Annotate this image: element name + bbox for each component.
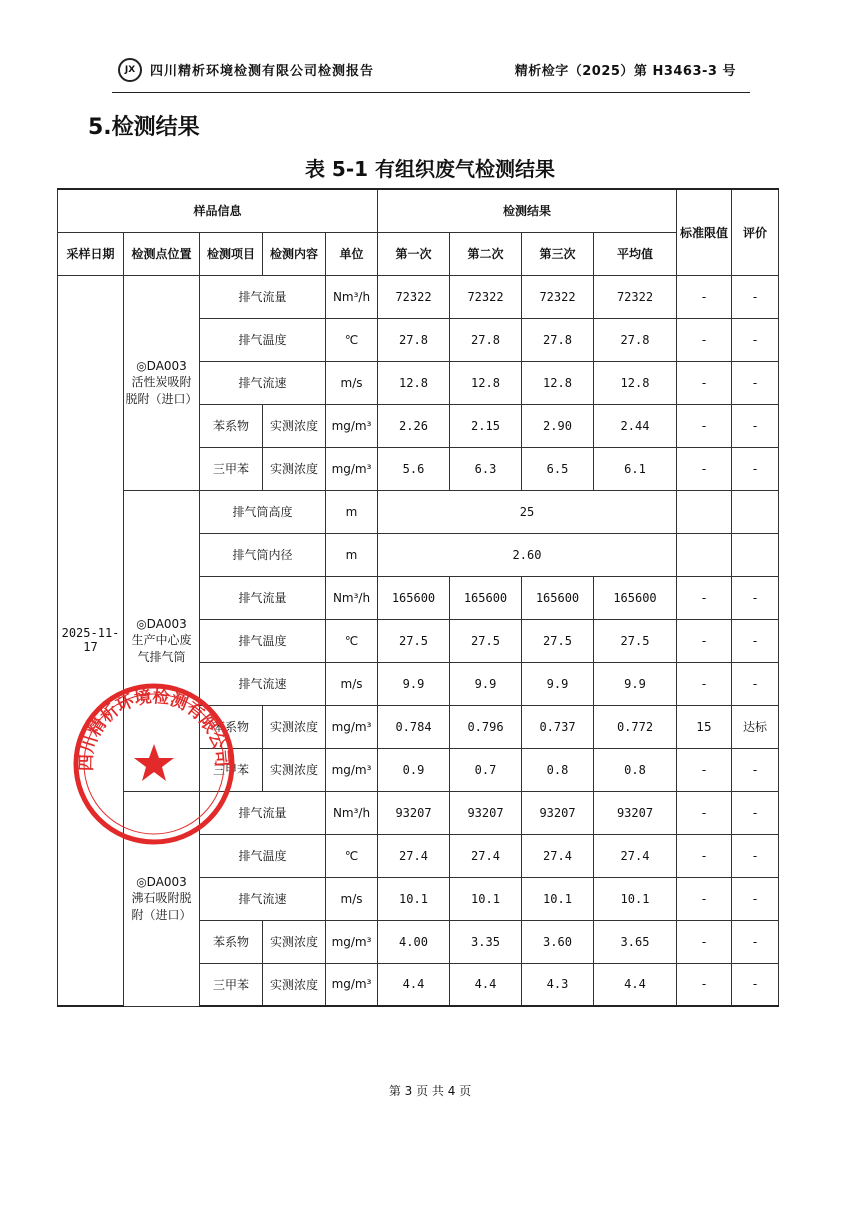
unit-cell: m [326, 490, 378, 533]
value-r2: 72322 [450, 275, 522, 318]
eval-cell: - [732, 662, 779, 705]
item-cell: 排气流速 [200, 877, 326, 920]
eval-cell: - [732, 834, 779, 877]
value-r1: 0.9 [378, 748, 450, 791]
value-avg: 4.4 [594, 963, 677, 1006]
eval-cell [732, 490, 779, 533]
table-header-row [58, 189, 779, 232]
value-r1: 12.8 [378, 361, 450, 404]
limit-cell: - [677, 361, 732, 404]
limit-cell [677, 490, 732, 533]
value-avg: 0.772 [594, 705, 677, 748]
eval-cell: - [732, 619, 779, 662]
value-avg: 12.8 [594, 361, 677, 404]
unit-cell: m/s [326, 662, 378, 705]
unit-cell: ℃ [326, 619, 378, 662]
company-name: 四川精析环境检测有限公司检测报告 [150, 64, 375, 79]
header-date: 采样日期 [58, 232, 124, 275]
eval-cell: - [732, 791, 779, 834]
item-cell: 三甲苯 [200, 748, 263, 791]
header-eval: 评价 [732, 189, 779, 275]
section-title: 5.检测结果 [88, 115, 200, 140]
value-r3: 2.90 [522, 404, 594, 447]
unit-cell: Nm³/h [326, 576, 378, 619]
value-r2: 27.5 [450, 619, 522, 662]
header-content: 检测内容 [263, 232, 326, 275]
limit-cell: - [677, 920, 732, 963]
value-avg: 27.5 [594, 619, 677, 662]
limit-cell: - [677, 662, 732, 705]
unit-cell: m/s [326, 361, 378, 404]
value-r2: 0.7 [450, 748, 522, 791]
value-r3: 93207 [522, 791, 594, 834]
value-r1: 93207 [378, 791, 450, 834]
report-number: 精析检字（2025）第 H3463-3 号 [514, 64, 736, 79]
content-cell: 实测浓度 [263, 705, 326, 748]
unit-cell: Nm³/h [326, 275, 378, 318]
header-limit: 标准限值 [677, 189, 732, 275]
content-cell: 实测浓度 [263, 920, 326, 963]
table-header-row [58, 232, 779, 275]
page-footer: 第 3 页 共 4 页 [388, 1084, 472, 1098]
item-cell: 排气温度 [200, 834, 326, 877]
value-r1: 4.4 [378, 963, 450, 1006]
value-avg: 93207 [594, 791, 677, 834]
item-cell: 三甲苯 [200, 447, 263, 490]
company-seal [70, 680, 238, 848]
value-r3: 3.60 [522, 920, 594, 963]
limit-cell: - [677, 791, 732, 834]
unit-cell: mg/m³ [326, 963, 378, 1006]
header-r1: 第一次 [378, 232, 450, 275]
item-cell: 排气温度 [200, 318, 326, 361]
value-r2: 4.4 [450, 963, 522, 1006]
value-r3: 6.5 [522, 447, 594, 490]
value-r2: 3.35 [450, 920, 522, 963]
seal-text: 四川精析环境检测有限公司 [76, 686, 232, 772]
header-unit: 单位 [326, 232, 378, 275]
value-r3: 27.8 [522, 318, 594, 361]
limit-cell: - [677, 404, 732, 447]
value-r1: 27.5 [378, 619, 450, 662]
results-table [57, 188, 779, 1007]
point-cell: ◎DA003 活性炭吸附 脱附（进口） [124, 275, 200, 490]
value-r2: 9.9 [450, 662, 522, 705]
value-r3: 165600 [522, 576, 594, 619]
item-cell: 排气流速 [200, 361, 326, 404]
eval-cell: - [732, 447, 779, 490]
unit-cell: Nm³/h [326, 791, 378, 834]
value-r3: 0.737 [522, 705, 594, 748]
header-results: 检测结果 [378, 189, 677, 232]
value-r1: 27.4 [378, 834, 450, 877]
table-title: 表 5-1 有组织废气检测结果 [304, 157, 556, 181]
value-r3: 0.8 [522, 748, 594, 791]
eval-cell: - [732, 576, 779, 619]
item-cell: 排气筒内径 [200, 533, 326, 576]
header-sample-info: 样品信息 [58, 189, 378, 232]
limit-cell: - [677, 877, 732, 920]
value-r3: 10.1 [522, 877, 594, 920]
merged-value-cell: 25 [378, 490, 677, 533]
value-avg: 9.9 [594, 662, 677, 705]
eval-cell: - [732, 877, 779, 920]
limit-cell: - [677, 834, 732, 877]
header-r2: 第二次 [450, 232, 522, 275]
unit-cell: m [326, 533, 378, 576]
eval-cell: - [732, 318, 779, 361]
eval-cell: 达标 [732, 705, 779, 748]
eval-cell: - [732, 361, 779, 404]
value-r2: 2.15 [450, 404, 522, 447]
item-cell: 排气流量 [200, 275, 326, 318]
table-row [58, 275, 779, 318]
content-cell: 实测浓度 [263, 963, 326, 1006]
value-avg: 2.44 [594, 404, 677, 447]
value-r2: 12.8 [450, 361, 522, 404]
value-r1: 4.00 [378, 920, 450, 963]
limit-cell: - [677, 963, 732, 1006]
value-avg: 72322 [594, 275, 677, 318]
value-avg: 0.8 [594, 748, 677, 791]
value-r2: 10.1 [450, 877, 522, 920]
unit-cell: ℃ [326, 834, 378, 877]
item-cell: 排气筒高度 [200, 490, 326, 533]
value-r3: 9.9 [522, 662, 594, 705]
item-cell: 三甲苯 [200, 963, 263, 1006]
limit-cell: - [677, 576, 732, 619]
unit-cell: mg/m³ [326, 447, 378, 490]
seal-star-icon [134, 744, 174, 781]
item-cell: 排气流量 [200, 576, 326, 619]
point-cell: ◎DA003 生产中心废 气排气筒 [124, 490, 200, 791]
item-cell: 苯系物 [200, 404, 263, 447]
item-cell: 排气流量 [200, 791, 326, 834]
value-r1: 9.9 [378, 662, 450, 705]
limit-cell: - [677, 275, 732, 318]
merged-value-cell: 2.60 [378, 533, 677, 576]
point-cell: ◎DA003 沸石吸附脱 附（进口） [124, 791, 200, 1006]
value-r3: 27.4 [522, 834, 594, 877]
value-r3: 72322 [522, 275, 594, 318]
limit-cell [677, 533, 732, 576]
content-cell: 实测浓度 [263, 404, 326, 447]
value-r3: 27.5 [522, 619, 594, 662]
value-r2: 0.796 [450, 705, 522, 748]
content-cell: 实测浓度 [263, 748, 326, 791]
value-r1: 2.26 [378, 404, 450, 447]
header-avg: 平均值 [594, 232, 677, 275]
unit-cell: ℃ [326, 318, 378, 361]
content-cell: 实测浓度 [263, 447, 326, 490]
value-r1: 0.784 [378, 705, 450, 748]
value-avg: 3.65 [594, 920, 677, 963]
value-avg: 6.1 [594, 447, 677, 490]
value-r2: 27.8 [450, 318, 522, 361]
value-r3: 4.3 [522, 963, 594, 1006]
unit-cell: mg/m³ [326, 748, 378, 791]
value-avg: 165600 [594, 576, 677, 619]
value-r1: 5.6 [378, 447, 450, 490]
eval-cell [732, 533, 779, 576]
limit-cell: 15 [677, 705, 732, 748]
value-r1: 165600 [378, 576, 450, 619]
item-cell: 苯系物 [200, 705, 263, 748]
value-r2: 27.4 [450, 834, 522, 877]
header-r3: 第三次 [522, 232, 594, 275]
value-r1: 72322 [378, 275, 450, 318]
item-cell: 苯系物 [200, 920, 263, 963]
limit-cell: - [677, 318, 732, 361]
limit-cell: - [677, 447, 732, 490]
unit-cell: mg/m³ [326, 705, 378, 748]
value-r3: 12.8 [522, 361, 594, 404]
sampling-date-cell: 2025-11-17 [58, 275, 124, 1006]
report-header [112, 52, 750, 93]
item-cell: 排气流速 [200, 662, 326, 705]
value-r2: 93207 [450, 791, 522, 834]
value-r1: 27.8 [378, 318, 450, 361]
value-avg: 27.8 [594, 318, 677, 361]
limit-cell: - [677, 748, 732, 791]
eval-cell: - [732, 404, 779, 447]
value-avg: 27.4 [594, 834, 677, 877]
item-cell: 排气温度 [200, 619, 326, 662]
eval-cell: - [732, 748, 779, 791]
eval-cell: - [732, 275, 779, 318]
eval-cell: - [732, 963, 779, 1006]
value-r1: 10.1 [378, 877, 450, 920]
table-row [58, 490, 779, 533]
unit-cell: mg/m³ [326, 404, 378, 447]
unit-cell: m/s [326, 877, 378, 920]
eval-cell: - [732, 920, 779, 963]
header-point: 检测点位置 [124, 232, 200, 275]
value-r2: 6.3 [450, 447, 522, 490]
value-r2: 165600 [450, 576, 522, 619]
value-avg: 10.1 [594, 877, 677, 920]
company-logo-icon: JX [118, 58, 142, 82]
header-item: 检测项目 [200, 232, 263, 275]
unit-cell: mg/m³ [326, 920, 378, 963]
limit-cell: - [677, 619, 732, 662]
